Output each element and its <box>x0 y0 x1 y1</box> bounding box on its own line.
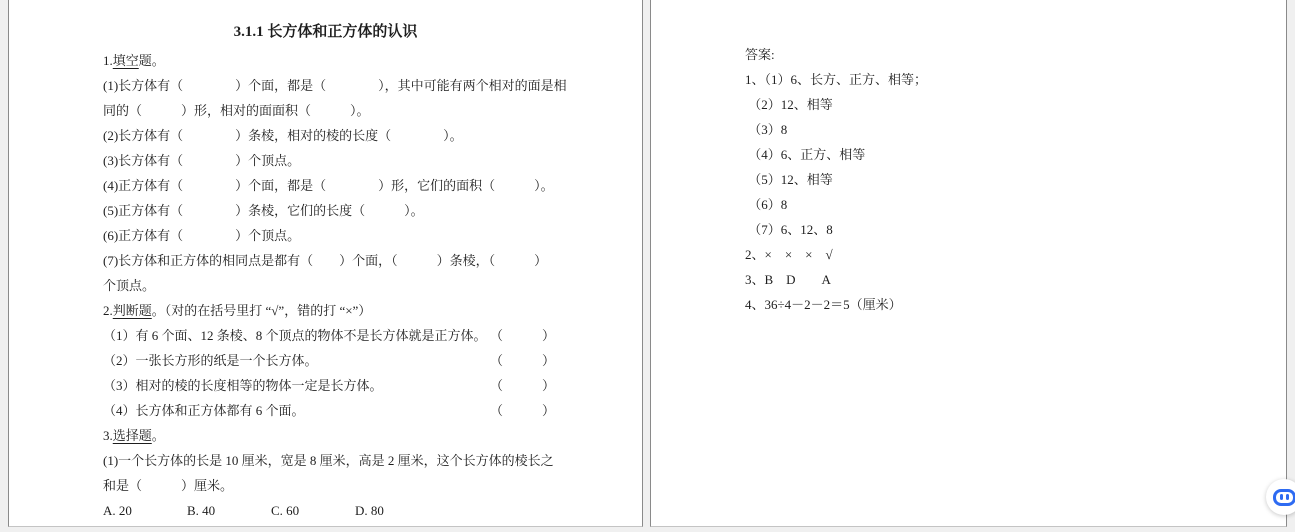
answer-line: （4）6、正方、相等 <box>745 147 866 162</box>
section-title-rest: 。（对的在括号里打 “√”，错的打 “×”） <box>151 303 372 318</box>
answer-bracket: （ ） <box>489 328 555 343</box>
page-title: 3.1.1 长方体和正方体的认识 <box>233 24 418 40</box>
robot-chat-icon <box>1273 489 1295 506</box>
judge-row <box>103 348 555 373</box>
section-title-rest: 题。 <box>138 53 165 68</box>
text-line: 和是（ ）厘米。 <box>103 478 234 493</box>
section-title-underlined: 判断题 <box>112 303 152 318</box>
answer-line: （2）12、相等 <box>745 97 833 112</box>
section-title-underlined: 选择题 <box>112 428 152 443</box>
option-a: A. 20 <box>103 503 132 518</box>
worksheet-page[interactable] <box>8 0 643 527</box>
section-number: 3. <box>103 428 113 443</box>
option-b: B. 40 <box>187 503 216 518</box>
section-heading-fill <box>103 48 558 73</box>
answers-content <box>745 42 1225 317</box>
section-number: 2. <box>103 303 113 318</box>
text-line: (1)长方体有（ ）个面，都是（ ），其中可能有两个相对的面是相 <box>103 78 567 93</box>
answer-line: （5）12、相等 <box>745 172 833 187</box>
text-line: (5)正方体有（ ）条棱，它们的长度（ ）。 <box>103 203 424 218</box>
robot-eye-right <box>1286 494 1289 500</box>
section-heading-choice <box>103 423 558 448</box>
answer-line: （6）8 <box>745 197 788 212</box>
text-line: (7)长方体和正方体的相同点是都有（ ）个面，（ ）条棱，（ ） <box>103 253 548 268</box>
answer-line: 3、B D A <box>745 272 831 287</box>
text-line: (3)长方体有（ ）个顶点。 <box>103 153 301 168</box>
section-title-underlined: 填空 <box>112 53 139 68</box>
text-line: (1)一个长方体的长是 10 厘米，宽是 8 厘米，高是 2 厘米，这个长方体的棱长之 <box>103 453 554 468</box>
option-c: C. 60 <box>271 503 300 518</box>
answer-line: （7）6、12、8 <box>745 222 833 237</box>
answer-bracket: （ ） <box>489 403 555 418</box>
judge-row <box>103 323 555 348</box>
answer-bracket: （ ） <box>489 378 555 393</box>
text-line: (2)长方体有（ ）条棱，相对的棱的长度（ ）。 <box>103 128 463 143</box>
judge-text: （2）一张长方形的纸是一个长方体。 <box>103 353 318 368</box>
section-number: 1. <box>103 53 113 68</box>
text-line: 个顶点。 <box>103 278 156 293</box>
judge-text: （4）长方体和正方体都有 6 个面。 <box>103 403 305 418</box>
options-row <box>103 498 558 523</box>
judge-text: （1）有 6 个面、12 条棱、8 个顶点的物体不是长方体就是正方体。 <box>103 328 487 343</box>
text-line: (4)正方体有（ ）个面，都是（ ）形，它们的面积（ ）。 <box>103 178 554 193</box>
section-title-rest: 。 <box>151 428 165 443</box>
worksheet-content <box>103 48 567 523</box>
section-heading-judge <box>103 298 558 323</box>
answer-line: 2、× × × √ <box>745 247 833 262</box>
answer-line: 4、36÷4－2－2＝5（厘米） <box>745 297 902 312</box>
robot-eye-left <box>1280 494 1283 500</box>
answers-page[interactable] <box>650 0 1287 527</box>
answer-line: 1、（1）6、长方、正方、相等； <box>745 72 928 87</box>
answer-bracket: （ ） <box>489 353 555 368</box>
option-d: D. 80 <box>355 503 384 518</box>
text-line: (6)正方体有（ ）个顶点。 <box>103 228 301 243</box>
answer-line: （3）8 <box>745 122 788 137</box>
answers-heading: 答案: <box>745 47 775 62</box>
judge-row <box>103 373 555 398</box>
text-line: 同的（ ）形，相对的面面积（ ）。 <box>103 103 370 118</box>
ai-assistant-button[interactable] <box>1266 479 1295 515</box>
judge-text: （3）相对的棱的长度相等的物体一定是长方体。 <box>103 378 383 393</box>
judge-row <box>103 398 555 423</box>
